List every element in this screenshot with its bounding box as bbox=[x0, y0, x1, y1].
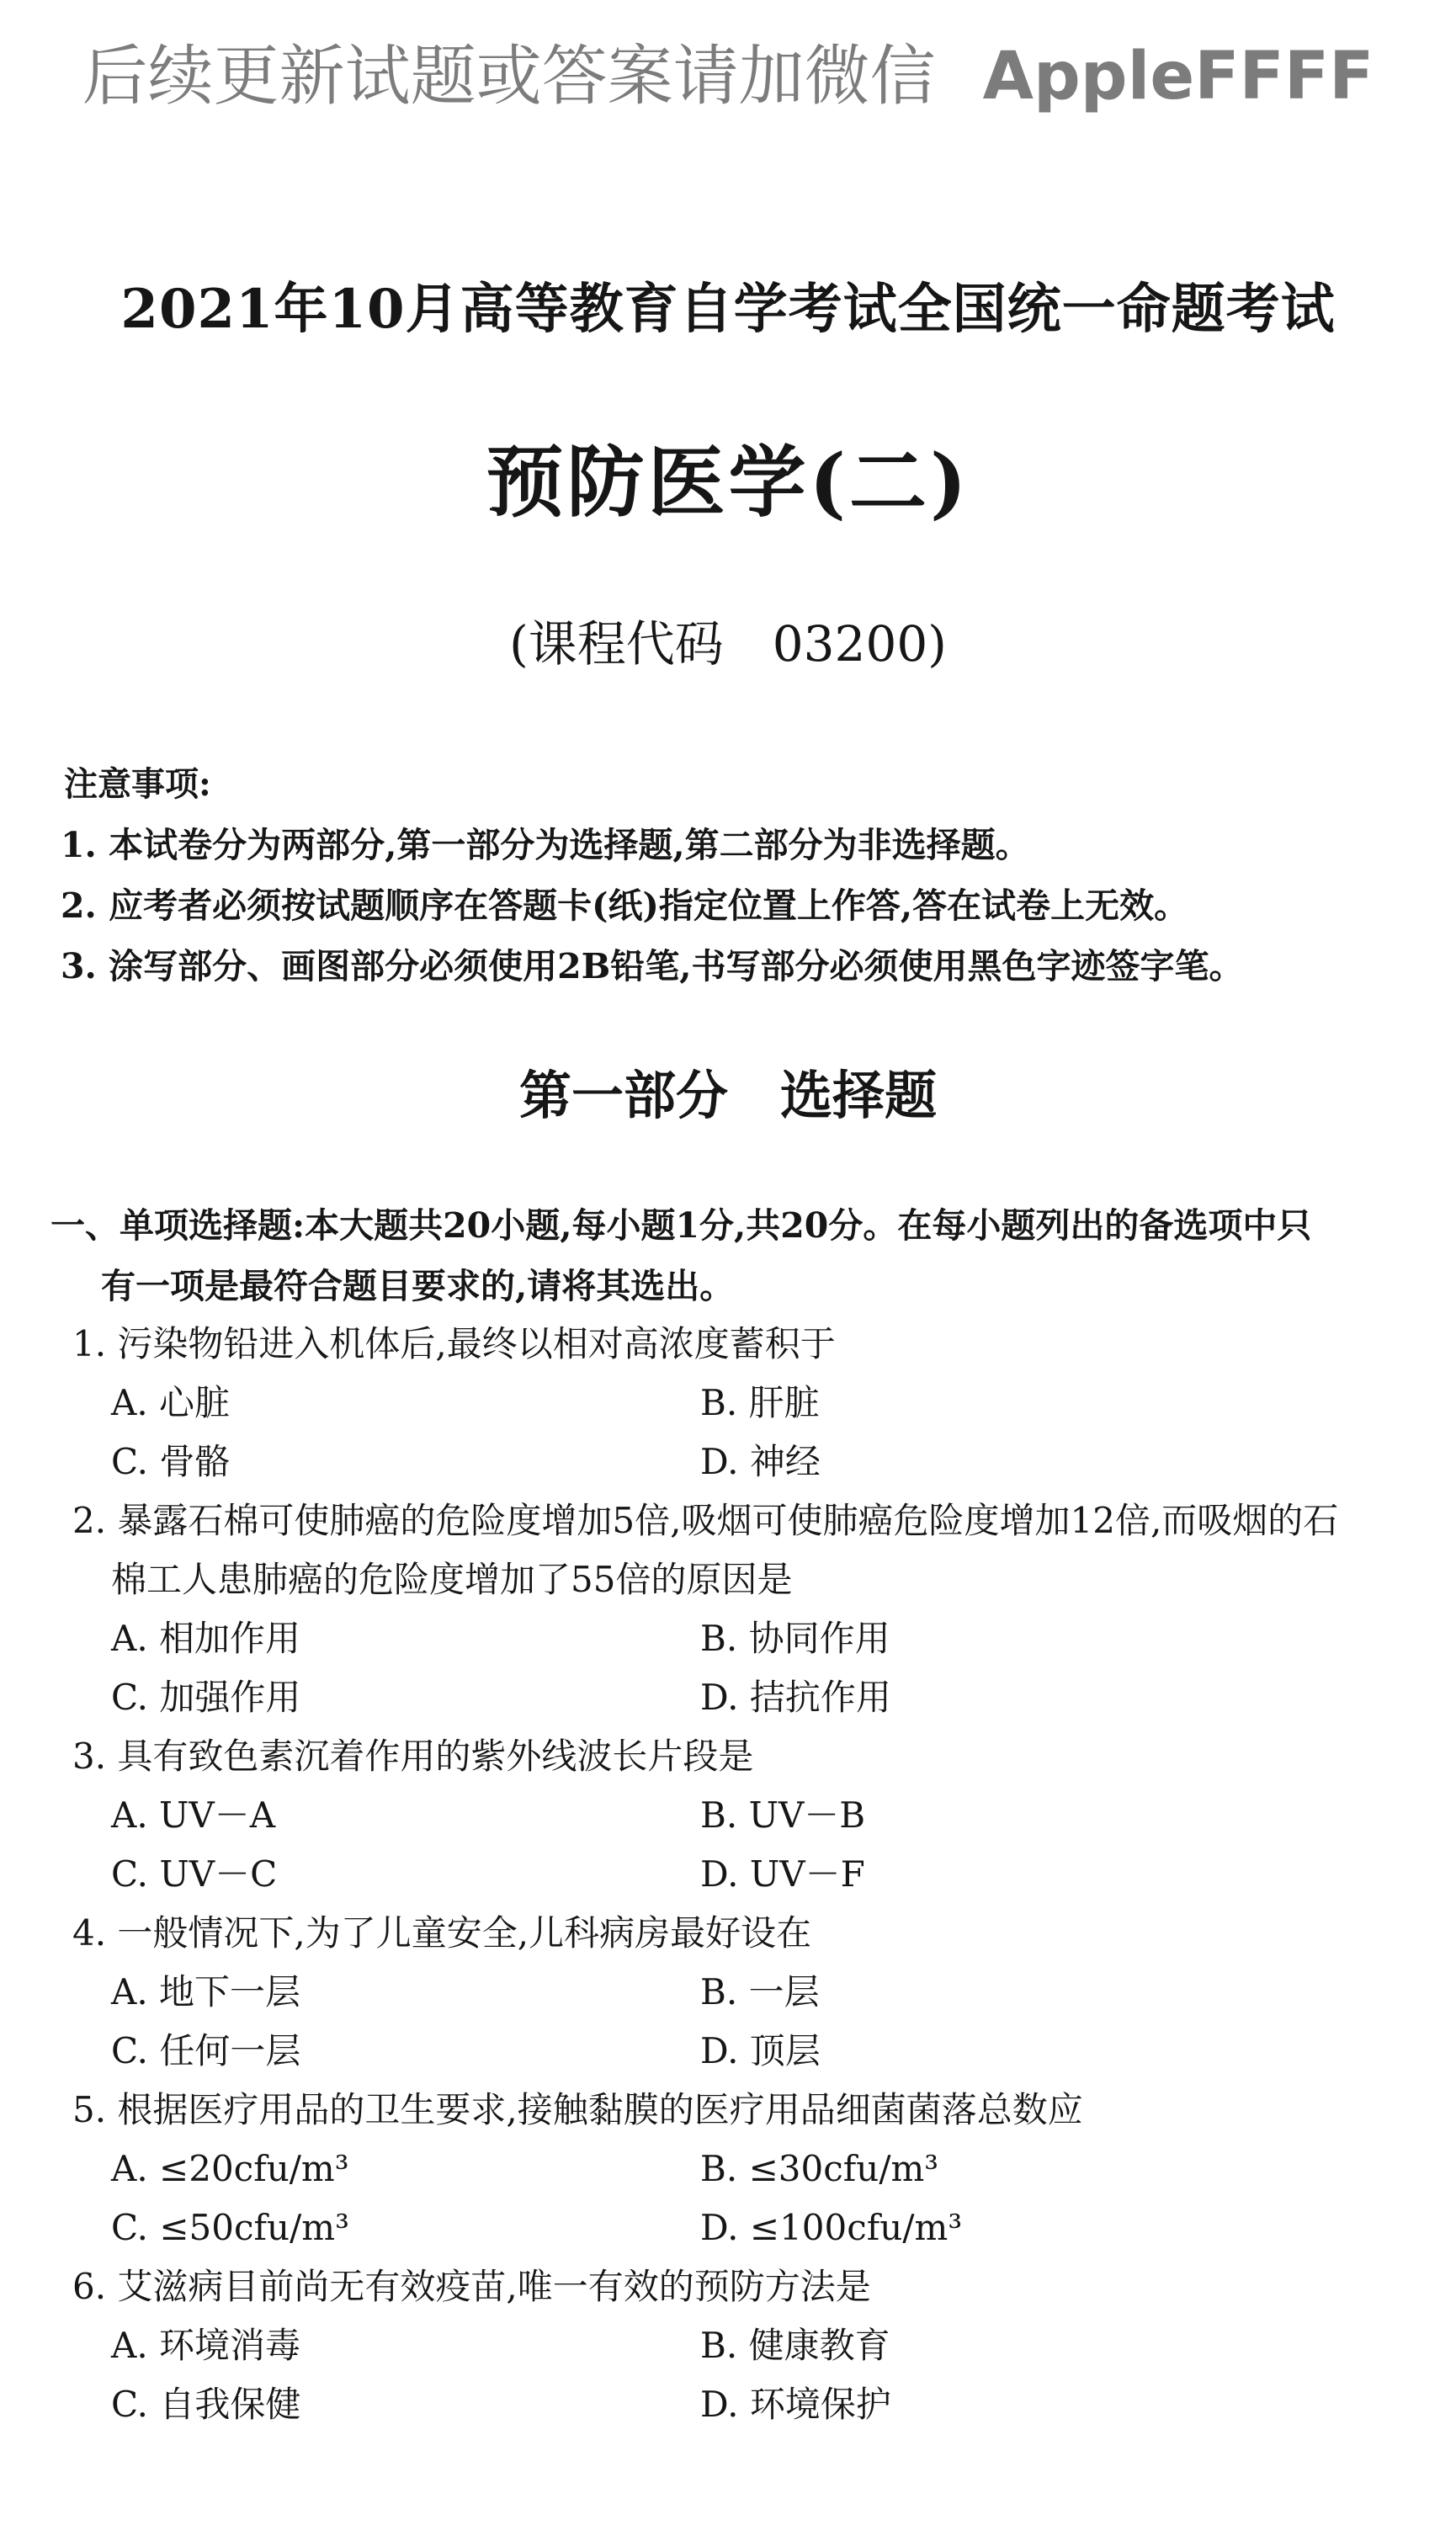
option-row bbox=[72, 2140, 1436, 2198]
question-4 bbox=[72, 1904, 1436, 2081]
option-d: D. 顶层 bbox=[700, 2030, 821, 2071]
question-text: 2. 暴露石棉可使肺癌的危险度增加5倍,吸烟可使肺癌危险度增加12倍,而吸烟的石 bbox=[72, 1500, 1339, 1541]
option-row bbox=[72, 1609, 1436, 1668]
option-a: A. ≤20cfu/m³ bbox=[111, 2148, 349, 2189]
option-d: D. 神经 bbox=[700, 1441, 821, 1482]
option-b: B. 肝脏 bbox=[700, 1382, 820, 1423]
question-list bbox=[72, 1315, 1436, 2434]
option-a: A. 心脏 bbox=[111, 1382, 231, 1423]
question-stem bbox=[72, 1904, 1436, 1963]
option-a: A. 相加作用 bbox=[111, 1618, 301, 1659]
question-3 bbox=[72, 1727, 1436, 1904]
option-row bbox=[72, 1845, 1436, 1904]
question-stem bbox=[72, 2257, 1436, 2316]
option-c: C. 任何一层 bbox=[111, 2030, 301, 2071]
option-row bbox=[72, 2198, 1436, 2257]
option-row bbox=[72, 2375, 1436, 2434]
option-a: A. 地下一层 bbox=[111, 1971, 301, 2012]
option-row bbox=[72, 1786, 1436, 1845]
option-row bbox=[72, 1668, 1436, 1727]
option-b: B. ≤30cfu/m³ bbox=[700, 2148, 939, 2189]
option-b: B. 健康教育 bbox=[700, 2325, 890, 2366]
option-a: A. 环境消毒 bbox=[111, 2325, 301, 2366]
notes-list bbox=[61, 815, 1244, 997]
option-c: C. ≤50cfu/m³ bbox=[111, 2207, 349, 2248]
option-a: A. UV－A bbox=[111, 1794, 276, 1836]
option-c: C. 骨骼 bbox=[111, 1441, 231, 1482]
option-d: D. UV－F bbox=[700, 1853, 865, 1895]
part-one-heading: 第一部分 选择题 bbox=[518, 1065, 937, 1126]
question-stem bbox=[72, 1491, 1436, 1609]
question-6 bbox=[72, 2257, 1436, 2434]
option-b: B. UV－B bbox=[700, 1794, 866, 1836]
question-2 bbox=[72, 1491, 1436, 1727]
note-item: 3. 涂写部分、画图部分必须使用2B铅笔,书写部分必须使用黑色字迹签字笔。 bbox=[61, 946, 1244, 986]
question-5 bbox=[72, 2081, 1436, 2257]
option-row bbox=[72, 1374, 1436, 1433]
option-d: D. 环境保护 bbox=[700, 2384, 891, 2425]
course-code: (课程代码 03200) bbox=[509, 615, 947, 673]
section-intro-line: 有一项是最符合题目要求的,请将其选出。 bbox=[101, 1266, 735, 1306]
option-b: B. 协同作用 bbox=[700, 1618, 890, 1659]
option-d: D. ≤100cfu/m³ bbox=[700, 2207, 963, 2248]
question-1 bbox=[72, 1315, 1436, 1491]
question-stem bbox=[72, 1727, 1436, 1786]
banner-text: 后续更新试题或答案请加微信 bbox=[82, 39, 936, 114]
promo-banner bbox=[0, 24, 1456, 118]
question-text: 4. 一般情况下,为了儿童安全,儿科病房最好设在 bbox=[72, 1912, 812, 1954]
option-row bbox=[72, 1963, 1436, 2022]
option-c: C. 自我保健 bbox=[111, 2384, 301, 2425]
section-instructions bbox=[50, 1195, 1431, 1316]
note-item: 1. 本试卷分为两部分,第一部分为选择题,第二部分为非选择题。 bbox=[61, 825, 1030, 865]
option-c: C. 加强作用 bbox=[111, 1677, 301, 1718]
option-row bbox=[72, 2316, 1436, 2375]
option-b: B. 一层 bbox=[700, 1971, 820, 2012]
note-item: 2. 应考者必须按试题顺序在答题卡(纸)指定位置上作答,答在试卷上无效。 bbox=[61, 885, 1189, 926]
question-stem bbox=[72, 1315, 1436, 1374]
question-text: 1. 污染物铅进入机体后,最终以相对高浓度蓄积于 bbox=[72, 1323, 836, 1364]
question-text: 3. 具有致色素沉着作用的紫外线波长片段是 bbox=[72, 1736, 754, 1777]
option-d: D. 拮抗作用 bbox=[700, 1677, 891, 1718]
option-row bbox=[72, 1433, 1436, 1491]
question-text: 5. 根据医疗用品的卫生要求,接触黏膜的医疗用品细菌菌落总数应 bbox=[72, 2089, 1083, 2130]
question-stem bbox=[72, 2081, 1436, 2140]
notes-heading: 注意事项: bbox=[64, 764, 211, 804]
section-intro-line: 一、单项选择题:本大题共20小题,每小题1分,共20分。在每小题列出的备选项中只 bbox=[50, 1205, 1312, 1246]
question-text-continued: 棉工人患肺癌的危险度增加了55倍的原因是 bbox=[111, 1559, 793, 1600]
question-text: 6. 艾滋病目前尚无有效疫苗,唯一有效的预防方法是 bbox=[72, 2266, 871, 2307]
option-c: C. UV－C bbox=[111, 1853, 278, 1895]
wechat-id: AppleFFFF bbox=[982, 39, 1374, 114]
exam-title: 2021年10月高等教育自学考试全国统一命题考试 bbox=[120, 278, 1336, 341]
subject-title: 预防医学(二) bbox=[486, 437, 970, 528]
option-row bbox=[72, 2022, 1436, 2081]
